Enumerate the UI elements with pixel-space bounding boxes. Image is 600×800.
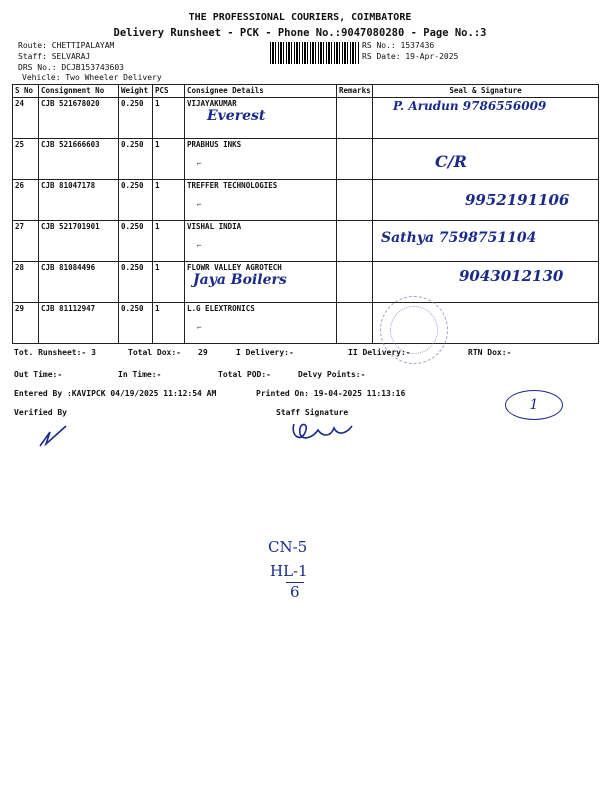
sno-cell: 25 xyxy=(13,139,39,180)
remarks-cell xyxy=(337,180,373,221)
consignee-cell xyxy=(185,221,337,262)
handwritten-note: HL-1 xyxy=(270,562,308,580)
table-row xyxy=(13,262,599,303)
remarks-cell xyxy=(337,221,373,262)
consignee-name: TREFFER TECHNOLOGIES xyxy=(187,181,278,190)
pen-mark: ⌐ xyxy=(197,241,202,250)
circled-mark: 1 xyxy=(505,390,563,420)
column-header: Consignee Details xyxy=(185,85,337,98)
consignee-name: FLOWR VALLEY AGROTECH xyxy=(187,263,282,272)
pen-mark: ⌐ xyxy=(197,159,202,168)
route-label: Route: CHETTIPALAYAM xyxy=(18,41,115,50)
remarks-cell xyxy=(337,303,373,344)
pcs-cell: 1 xyxy=(153,221,185,262)
handwritten-note: CN-5 xyxy=(268,538,308,556)
handwritten-signature: P. Arudun 9786556009 xyxy=(393,99,547,113)
sno-cell: 27 xyxy=(13,221,39,262)
table-row xyxy=(13,303,599,344)
column-header: Weight xyxy=(119,85,153,98)
remarks-cell xyxy=(337,139,373,180)
rs-date: RS Date: 19-Apr-2025 xyxy=(362,52,459,61)
handwritten-note: Jaya Boilers xyxy=(193,272,287,288)
handwritten-signature: C/R xyxy=(435,152,467,171)
sno-cell: 28 xyxy=(13,262,39,303)
signature-cell xyxy=(373,180,599,221)
consignment-cell: CJB 521666603 xyxy=(39,139,119,180)
company-title: THE PROFESSIONAL COURIERS, COIMBATORE xyxy=(188,12,412,23)
consignment-cell: CJB 81084496 xyxy=(39,262,119,303)
pcs-cell: 1 xyxy=(153,180,185,221)
consignee-cell xyxy=(185,180,337,221)
handwritten-signature: 9043012130 xyxy=(459,267,564,285)
sno-cell: 29 xyxy=(13,303,39,344)
handwritten-signature: Sathya 7598751104 xyxy=(381,230,537,246)
tot-runsheet: Tot. Runsheet:- 3 xyxy=(14,348,96,357)
pcs-cell: 1 xyxy=(153,139,185,180)
handwritten-note: 6 xyxy=(286,582,304,601)
signature-cell xyxy=(373,221,599,262)
handwritten-signature: 9952191106 xyxy=(465,191,570,209)
barcode xyxy=(270,42,360,64)
weight-cell: 0.250 xyxy=(119,98,153,139)
sno-cell: 26 xyxy=(13,180,39,221)
staff-signature-label: Staff Signature xyxy=(276,408,349,417)
table-row xyxy=(13,98,599,139)
table-header-row xyxy=(13,85,599,98)
sno-cell: 24 xyxy=(13,98,39,139)
signature-cell xyxy=(373,139,599,180)
handwritten-note: Everest xyxy=(207,108,266,124)
pen-mark: ⌐ xyxy=(197,323,202,332)
pcs-cell: 1 xyxy=(153,303,185,344)
printed-on: Printed On: 19-04-2025 11:13:16 xyxy=(256,389,406,398)
consignment-cell: CJB 521701901 xyxy=(39,221,119,262)
consignment-cell: CJB 81047178 xyxy=(39,180,119,221)
column-header: PCS xyxy=(153,85,185,98)
staff-label: Staff: SELVARAJ xyxy=(18,52,91,61)
runsheet-subtitle: Delivery Runsheet - PCK - Phone No.:9047080280 - Page No.:3 xyxy=(113,27,487,39)
weight-cell: 0.250 xyxy=(119,139,153,180)
consignee-name: VIJAYAKUMAR xyxy=(187,99,237,108)
weight-cell: 0.250 xyxy=(119,262,153,303)
column-header: Consignment No xyxy=(39,85,119,98)
consignee-name: L.G ELEXTRONICS xyxy=(187,304,255,313)
consignee-name: VISHAL INDIA xyxy=(187,222,242,231)
pcs-cell: 1 xyxy=(153,262,185,303)
rtn-dox: RTN Dox:- xyxy=(468,348,512,357)
pen-mark: ⌐ xyxy=(197,200,202,209)
remarks-cell xyxy=(337,262,373,303)
consignment-cell: CJB 81112947 xyxy=(39,303,119,344)
consignee-name: PRABHUS INKS xyxy=(187,140,242,149)
total-pod: Total POD:- xyxy=(218,370,271,379)
consignee-cell xyxy=(185,262,337,303)
ii-delivery: II Delivery:- xyxy=(348,348,411,357)
staff-signature xyxy=(288,416,358,446)
total-dox-value: 29 xyxy=(198,348,208,357)
column-header: Seal & Signature xyxy=(373,85,599,98)
remarks-cell xyxy=(337,98,373,139)
rs-number: RS No.: 1537436 xyxy=(362,41,435,50)
i-delivery: I Delivery:- xyxy=(236,348,294,357)
table-row xyxy=(13,221,599,262)
drs-label: DRS No.: DCJB153743603 xyxy=(18,63,124,72)
in-time: In Time:- xyxy=(118,370,162,379)
vehicle-label: Vehicle: Two Wheeler Delivery xyxy=(22,73,162,82)
verifier-signature xyxy=(36,422,72,450)
verified-by: Verified By xyxy=(14,408,67,417)
total-dox-label: Total Dox:- xyxy=(128,348,181,357)
weight-cell: 0.250 xyxy=(119,221,153,262)
table-row xyxy=(13,180,599,221)
weight-cell: 0.250 xyxy=(119,180,153,221)
column-header: S No xyxy=(13,85,39,98)
weight-cell: 0.250 xyxy=(119,303,153,344)
runsheet-table xyxy=(12,84,599,344)
table-row xyxy=(13,139,599,180)
signature-cell xyxy=(373,98,599,139)
pcs-cell: 1 xyxy=(153,98,185,139)
out-time: Out Time:- xyxy=(14,370,63,379)
consignee-cell xyxy=(185,139,337,180)
consignee-cell xyxy=(185,98,337,139)
delvy-points: Delvy Points:- xyxy=(298,370,366,379)
column-header: Remarks xyxy=(337,85,373,98)
entered-by: Entered By :KAVIPCK 04/19/2025 11:12:54 AM xyxy=(14,389,217,398)
consignee-cell xyxy=(185,303,337,344)
consignment-cell: CJB 521678020 xyxy=(39,98,119,139)
